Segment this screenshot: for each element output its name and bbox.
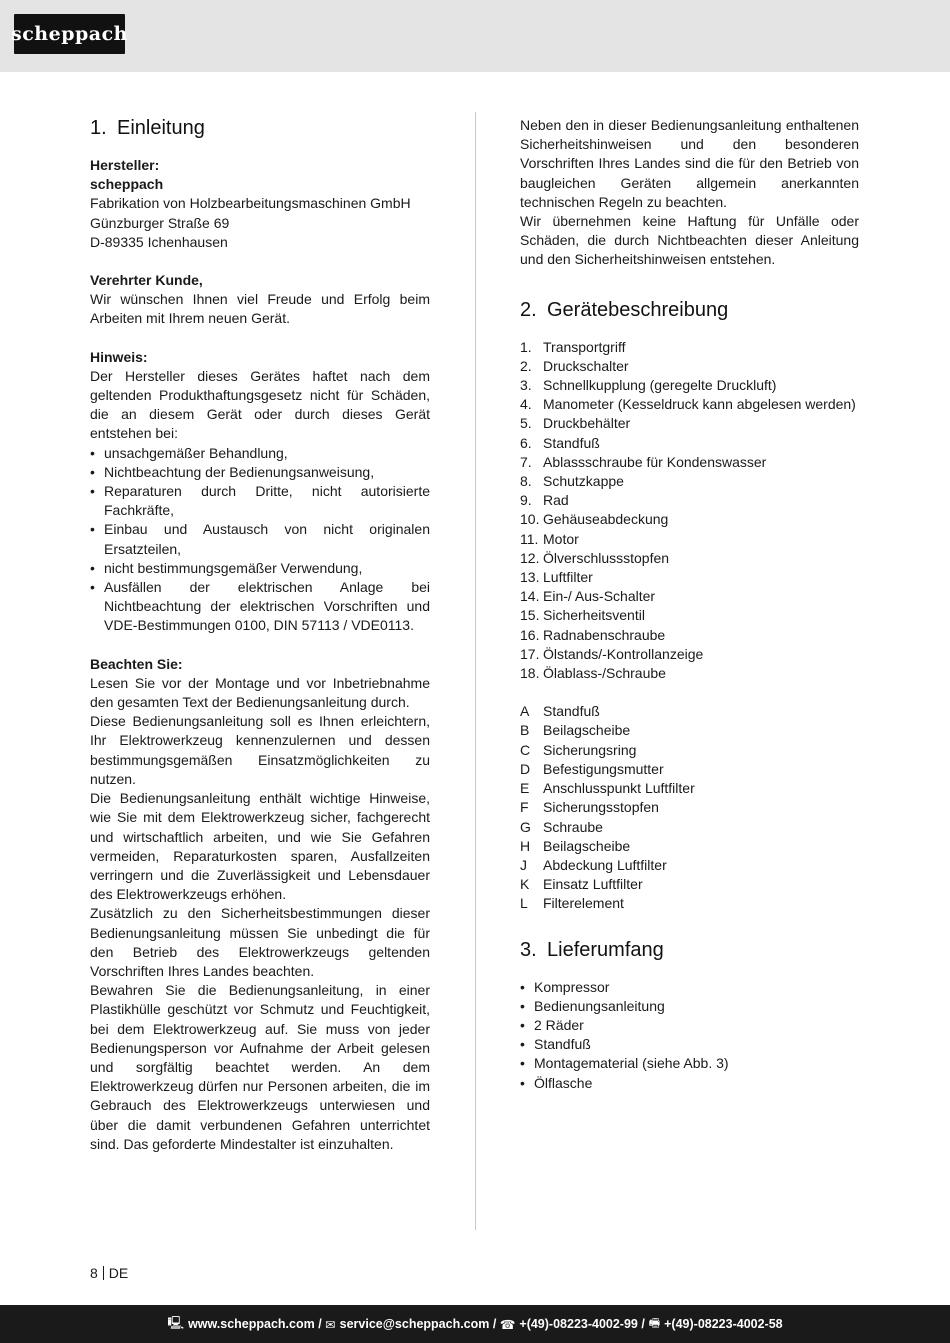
section-2-title: Gerätebeschreibung [547, 298, 729, 321]
list-item: D Befestigungsmutter [520, 760, 664, 777]
customer-label: Verehrter Kunde, [90, 272, 203, 289]
list-item: 10. Gehäuseabdeckung [520, 511, 669, 528]
parts-numbered-list [520, 338, 859, 684]
header-band [0, 0, 950, 72]
observe-paragraph: Diese Bedienungsanleitung soll es Ihnen erleichtern, Ihr Elektrowerkzeug kennenzulernen und dessen bestimmungsgemäßen Einsatzmöglichkeiten zu nutzen. [90, 713, 430, 787]
section-3-number: 3. [520, 938, 537, 961]
page-number-value: 8 [90, 1265, 98, 1281]
list-item: 3. Schnellkupplung (geregelte Druckluft) [520, 377, 777, 394]
list-item: 17. Ölstands/-Kontrollanzeige [520, 645, 704, 662]
observe-paragraph: Bewahren Sie die Bedienungsanleitung, in einer Plastikhülle geschützt vor Schmutz und Feuchtigkeit, bei dem Elektrowerkzeug auf. Sie muss von jeder Bedienungsperson vor Aufnahme der Arbeit gelesen und sorgfältig beachtet werden. An dem Elektrowerkzeug dürfen nur Personen arbeiten, die im Gebrauch des Elektrowerkzeugs unterwiesen und über die damit verbundenen Gefahren unterrichtet sind. Das geforderte Mindestalter ist einzuhalten. [90, 982, 430, 1152]
list-item: • nicht bestimmungsgemäßer Verwendung, [90, 559, 430, 578]
page-number [90, 1265, 128, 1281]
right-column [520, 116, 859, 1093]
section-2-heading [520, 298, 859, 322]
scheppach-logo: scheppach [14, 14, 125, 54]
list-item: 9. Rad [520, 492, 569, 509]
email-link[interactable]: service@scheppach.com [339, 1317, 490, 1331]
footer-separator: / [489, 1317, 500, 1331]
list-item: 16. Radnabenschraube [520, 626, 666, 643]
observe-paragraph: Die Bedienungsanleitung enthält wichtige Hinweise, wie Sie mit dem Elektrowerkzeug sicher, fachgerecht und wirtschaftlich arbeiten, und wie Sie Gefahren vermeiden, Reparaturkosten sparen, Ausfallzeiten verringern und die Zuverlässigkeit und Lebensdauer des Elektrowerkzeugs erhöhen. [90, 790, 430, 903]
observe-label: Beachten Sie: [90, 655, 183, 672]
footer-separator: / [314, 1317, 326, 1331]
manufacturer-label: Hersteller: [90, 157, 160, 173]
list-item: • Nichtbeachtung der Bedienungsanweisung, [90, 463, 430, 482]
list-item: A Standfuß [520, 703, 600, 720]
list-item: 15. Sicherheitsventil [520, 607, 645, 624]
list-item: B Beilagscheibe [520, 722, 631, 739]
list-item: • Standfuß [520, 1035, 859, 1054]
section-2-number: 2. [520, 298, 537, 321]
computer-icon: 🖳 [167, 1315, 185, 1330]
list-item: 2. Druckschalter [520, 357, 629, 374]
customer-text: Wir wünschen Ihnen viel Freude und Erfolg beim Arbeiten mit Ihrem neuen Gerät. [90, 291, 430, 327]
section-1-number: 1. [90, 117, 107, 139]
manufacturer-name: scheppach [90, 176, 164, 193]
section-3-title: Lieferumfang [547, 938, 664, 961]
page-language: DE [108, 1265, 129, 1281]
section-1-heading [90, 116, 430, 140]
list-item: 7. Ablassschraube für Kondenswasser [520, 453, 767, 470]
list-item: G Schraube [520, 818, 603, 835]
list-item: L Filterelement [520, 895, 624, 912]
list-item: • Reparaturen durch Dritte, nicht autorisierte Fachkräfte, [90, 482, 430, 520]
section-1-title: Einleitung [117, 117, 205, 139]
list-item: 1. Transportgriff [520, 338, 626, 355]
section-3-heading [520, 938, 859, 962]
column-divider [475, 112, 476, 1230]
continued-paragraph: Neben den in dieser Bedienungsanleitung enthaltenen Sicherheitshinweisen und den besonderen Vorschriften Ihres Landes sind die für den Betrieb von baugleichen Geräten allgemein anerkannten technischen Regeln zu beachten. [520, 117, 859, 210]
list-item: C Sicherungsring [520, 741, 637, 758]
list-item: E Anschlusspunkt Luftfilter [520, 780, 695, 797]
list-item: 13. Luftfilter [520, 569, 593, 586]
list-item: • unsachgemäßer Behandlung, [90, 444, 430, 463]
list-item: • Einbau und Austausch von nicht originalen Ersatzteilen, [90, 520, 430, 558]
list-item: J Abdeckung Luftfilter [520, 856, 667, 873]
list-item: 4. Manometer (Kesseldruck kann abgelesen werden) [520, 396, 856, 413]
list-item: 14. Ein-/ Aus-Schalter [520, 588, 656, 605]
fax-icon: 🖷 [648, 1315, 661, 1330]
address-line: Fabrikation von Holzbearbeitungsmaschinen GmbH [90, 195, 411, 212]
list-item: • 2 Räder [520, 1016, 859, 1035]
website-link[interactable]: www.scheppach.com [188, 1317, 315, 1331]
list-item: 8. Schutzkappe [520, 473, 624, 490]
note-list [90, 444, 430, 636]
parts-lettered-list [520, 702, 859, 913]
list-item: 12. Ölverschlussstopfen [520, 549, 670, 566]
list-item: 11. Motor [520, 530, 579, 547]
address-line: Günzburger Straße 69 [90, 214, 230, 231]
list-item: F Sicherungsstopfen [520, 799, 659, 816]
page-separator [103, 1266, 104, 1280]
list-item: K Einsatz Luftfilter [520, 876, 643, 893]
address-line: D-89335 Ichenhausen [90, 233, 228, 250]
phone-icon: ☎ [499, 1317, 516, 1332]
mail-icon: ✉ [325, 1317, 336, 1332]
phone-number: +(49)-08223-4002-99 [519, 1317, 638, 1331]
list-item: • Montagematerial (siehe Abb. 3) [520, 1054, 859, 1073]
observe-paragraph: Zusätzlich zu den Sicherheitsbestimmungen dieser Bedienungsanleitung müssen Sie unbedingt die für den Betrieb des Elektrowerkzeugs geltenden Vorschriften Ihres Landes beachten. [90, 905, 430, 979]
list-item: H Beilagscheibe [520, 837, 631, 854]
note-text: Der Hersteller dieses Gerätes haftet nach dem geltenden Produkthaftungsgesetz nicht für Schäden, die an diesem Gerät oder durch dieses Gerät entstehen bei: [90, 367, 430, 442]
continued-paragraph: Wir übernehmen keine Haftung für Unfälle oder Schäden, die durch Nichtbeachten dieser Anleitung und den Sicherheitshinweisen entstehen. [520, 213, 859, 268]
list-item: 18. Ölablass-/Schraube [520, 665, 666, 682]
list-item: 5. Druckbehälter [520, 415, 631, 432]
note-label: Hinweis: [90, 348, 148, 365]
delivery-list [520, 978, 859, 1093]
list-item: • Kompressor [520, 978, 859, 997]
observe-paragraph: Lesen Sie vor der Montage und vor Inbetriebnahme den gesamten Text der Bedienungsanleitung durch. [90, 674, 430, 711]
list-item: 6. Standfuß [520, 434, 600, 451]
fax-number: +(49)-08223-4002-58 [664, 1317, 783, 1331]
footer-separator: / [637, 1317, 649, 1331]
list-item: • Bedienungsanleitung [520, 997, 859, 1016]
contact-footer [0, 1305, 950, 1343]
left-column [90, 116, 430, 1154]
list-item: • Ausfällen der elektrischen Anlage bei Nichtbeachtung der elektrischen Vorschriften und VDE-Bestimmungen 0100, DIN 57113 / VDE0113. [90, 578, 430, 636]
list-item: • Ölflasche [520, 1074, 859, 1093]
